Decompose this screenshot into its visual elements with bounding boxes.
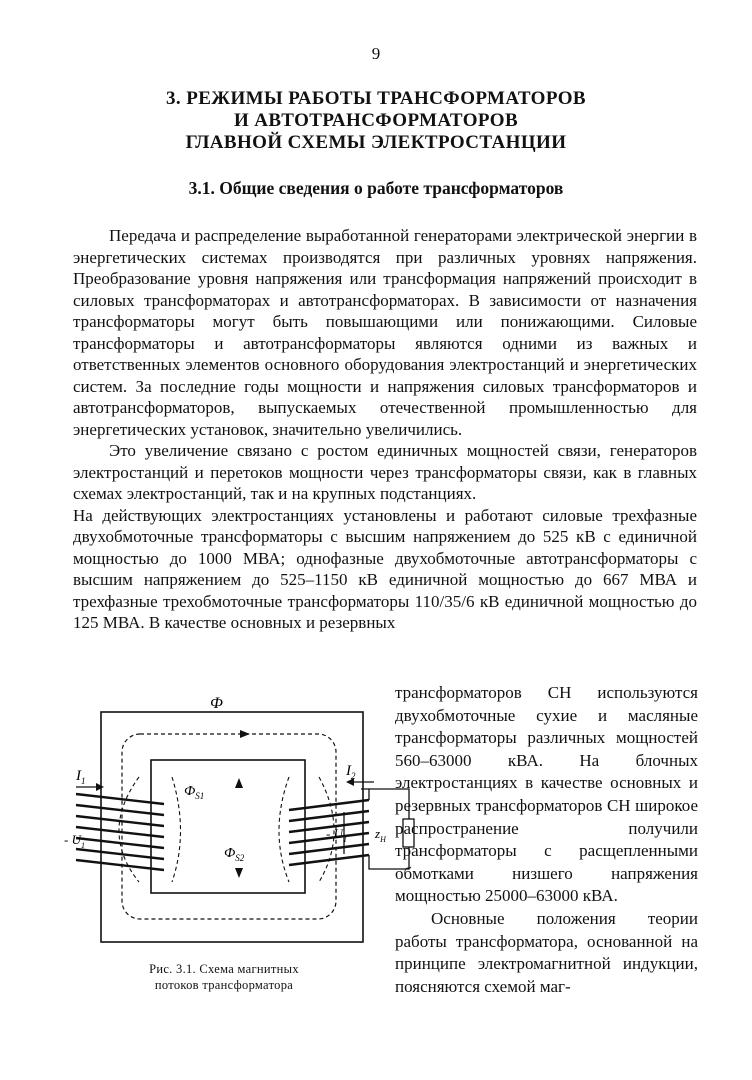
flux-arrow: [235, 778, 243, 788]
primary-voltage-label: - $U_1$: [64, 832, 85, 850]
transformer-flux-diagram: [64, 682, 384, 982]
body-text: [73, 225, 697, 634]
paragraph: Основные положения теории работы трансформатора, основанной на принципе электромагнитной индукции, поясняются схемой маг-: [395, 908, 698, 996]
load-label: $z_H$: [375, 826, 386, 844]
chapter-title-line: ГЛАВНОЙ СХЕМЫ ЭЛЕКТРОСТАНЦИИ: [185, 132, 567, 153]
secondary-voltage-label: - $U_1$: [326, 826, 347, 844]
figure-caption: [64, 961, 384, 993]
flux-arrow: [240, 730, 250, 738]
flux-arrow: [235, 868, 243, 878]
main-flux-path: [122, 734, 336, 919]
leakage-flux-label-1: $Ф_{S1}$: [184, 784, 205, 801]
paragraph: трансформаторов СН используются двухобмоточные сухие и масляные трансформаторы различных мощностей 560–63000 кВА. На блочных электростанциях в качестве основных и резервных трансформаторов СН широкое распространение получили трансформаторы с расщепленными обмотками низшего напряжения мощностью 25000–63000 кВА.: [395, 683, 698, 906]
secondary-current-label: $I_2$: [346, 763, 356, 781]
paragraph: На действующих электростанциях установлены и работают силовые трехфазные двухобмоточные трансформаторы с высшим напряжением до 525 кВ с единичной мощностью до 1000 МВА; однофазные двухобмоточные автотрансформаторы с высшим напряжением до 525–1150 кВ единичной мощностью до 667 МВА и трехфазные трехобмоточные трансформаторы 110/35/6 кВ единичной мощностью до 125 МВА. В качестве основных и резервных: [73, 505, 697, 632]
paragraph: Это увеличение связано с ростом единичных мощностей связи, генераторов электростанций и перетоков мощности через трансформаторы связи, как в главных схемах электростанций, так и на крупных подстанциях.: [73, 441, 697, 503]
wrapped-text: [395, 682, 698, 998]
chapter-title: [0, 88, 752, 154]
flux-label: Ф: [210, 695, 223, 712]
chapter-title-line: 3. РЕЖИМЫ РАБОТЫ ТРАНСФОРМАТОРОВ: [166, 88, 586, 109]
core-window: [151, 760, 305, 893]
paragraph: Передача и распределение выработанной генераторами электрической энергии в энергетических системах производятся при различных уровнях напряжения. Преобразование уровня напряжения или трансформация напряжений происходит в силовых трансформаторах и автотрансформаторах. В зависимости от назначения трансформаторы могут быть повышающими или понижающими. Силовые трансформаторы и автотрансформаторы являются одними из важных и ответственных элементов основного оборудования электростанций и энергетических систем. За последние годы мощности и напряжения силовых трансформаторов и автотрансформаторов, выпускаемых отечественной промышленностью для энергетических установок, значительно увеличились.: [73, 226, 697, 439]
caption-line: потоков трансформатора: [154, 978, 294, 992]
primary-current-label: $I_1$: [76, 768, 86, 786]
page-number: 9: [371, 44, 381, 63]
leakage-flux-label-2: $Ф_{S2}$: [224, 846, 245, 863]
caption-line: Рис. 3.1. Схема магнитных: [149, 962, 299, 976]
section-title: 3.1. Общие сведения о работе трансформаторов: [188, 178, 564, 198]
chapter-title-line: И АВТОТРАНСФОРМАТОРОВ: [233, 110, 519, 131]
